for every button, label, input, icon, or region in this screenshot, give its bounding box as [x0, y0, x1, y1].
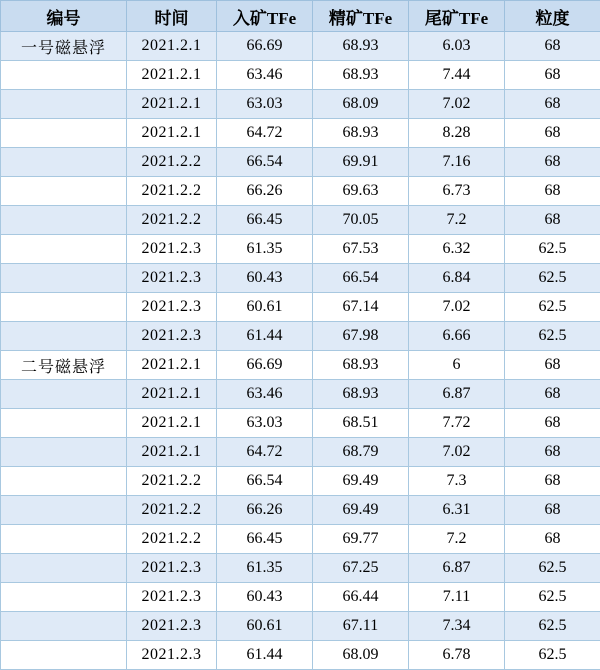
cell-concentrate-tfe: 67.11 [313, 612, 409, 641]
cell-concentrate-tfe: 66.44 [313, 583, 409, 612]
cell-particle-size: 62.5 [505, 554, 600, 583]
cell-tailings-tfe: 6.78 [409, 641, 505, 670]
column-header-tailings-tfe: 尾矿TFe [409, 1, 505, 32]
table-row [1, 496, 600, 525]
cell-time: 2021.2.3 [127, 612, 217, 641]
table-row [1, 61, 600, 90]
cell-tailings-tfe: 6 [409, 351, 505, 380]
cell-feed-tfe: 66.26 [217, 496, 313, 525]
cell-particle-size: 62.5 [505, 641, 600, 670]
table-row [1, 119, 600, 148]
cell-time: 2021.2.3 [127, 583, 217, 612]
cell-time: 2021.2.3 [127, 554, 217, 583]
cell-feed-tfe: 63.46 [217, 380, 313, 409]
cell-concentrate-tfe: 66.54 [313, 264, 409, 293]
cell-tailings-tfe: 7.02 [409, 438, 505, 467]
cell-id-label [1, 235, 127, 264]
cell-concentrate-tfe: 68.93 [313, 61, 409, 90]
cell-id-label [1, 583, 127, 612]
cell-tailings-tfe: 7.3 [409, 467, 505, 496]
cell-concentrate-tfe: 68.93 [313, 351, 409, 380]
cell-tailings-tfe: 6.03 [409, 32, 505, 61]
cell-particle-size: 68 [505, 61, 600, 90]
table-row [1, 612, 600, 641]
table-row [1, 90, 600, 119]
cell-particle-size: 68 [505, 90, 600, 119]
cell-id-label [1, 438, 127, 467]
column-header-feed-tfe: 入矿TFe [217, 1, 313, 32]
cell-tailings-tfe: 7.44 [409, 61, 505, 90]
cell-time: 2021.2.3 [127, 322, 217, 351]
header-row [1, 1, 600, 32]
table-body [1, 32, 600, 670]
cell-feed-tfe: 66.45 [217, 206, 313, 235]
cell-tailings-tfe: 6.87 [409, 380, 505, 409]
cell-concentrate-tfe: 69.77 [313, 525, 409, 554]
cell-concentrate-tfe: 67.25 [313, 554, 409, 583]
cell-concentrate-tfe: 68.51 [313, 409, 409, 438]
cell-tailings-tfe: 6.84 [409, 264, 505, 293]
table-row [1, 264, 600, 293]
cell-time: 2021.2.1 [127, 409, 217, 438]
cell-time: 2021.2.1 [127, 32, 217, 61]
cell-feed-tfe: 63.46 [217, 61, 313, 90]
cell-id-label [1, 380, 127, 409]
cell-id-label: 一号磁悬浮 [1, 32, 127, 61]
cell-concentrate-tfe: 68.93 [313, 32, 409, 61]
cell-id-label [1, 61, 127, 90]
cell-feed-tfe: 60.61 [217, 612, 313, 641]
cell-feed-tfe: 60.43 [217, 264, 313, 293]
cell-feed-tfe: 66.69 [217, 351, 313, 380]
cell-particle-size: 62.5 [505, 322, 600, 351]
cell-particle-size: 68 [505, 525, 600, 554]
cell-feed-tfe: 66.54 [217, 467, 313, 496]
table-row [1, 380, 600, 409]
column-header-particle-size: 粒度 [505, 1, 600, 32]
table-row [1, 641, 600, 670]
cell-feed-tfe: 66.69 [217, 32, 313, 61]
table-row [1, 351, 600, 380]
cell-time: 2021.2.1 [127, 351, 217, 380]
table-row [1, 177, 600, 206]
cell-feed-tfe: 60.43 [217, 583, 313, 612]
cell-feed-tfe: 63.03 [217, 409, 313, 438]
table-row [1, 322, 600, 351]
cell-concentrate-tfe: 68.93 [313, 380, 409, 409]
cell-particle-size: 68 [505, 351, 600, 380]
cell-id-label [1, 409, 127, 438]
cell-tailings-tfe: 8.28 [409, 119, 505, 148]
cell-id-label [1, 177, 127, 206]
cell-time: 2021.2.2 [127, 525, 217, 554]
cell-tailings-tfe: 7.2 [409, 525, 505, 554]
cell-feed-tfe: 64.72 [217, 438, 313, 467]
cell-concentrate-tfe: 69.49 [313, 467, 409, 496]
cell-concentrate-tfe: 68.09 [313, 90, 409, 119]
cell-tailings-tfe: 7.34 [409, 612, 505, 641]
cell-id-label [1, 525, 127, 554]
cell-time: 2021.2.3 [127, 641, 217, 670]
cell-particle-size: 68 [505, 32, 600, 61]
cell-time: 2021.2.1 [127, 438, 217, 467]
cell-id-label [1, 554, 127, 583]
cell-feed-tfe: 64.72 [217, 119, 313, 148]
cell-concentrate-tfe: 67.14 [313, 293, 409, 322]
cell-id-label [1, 293, 127, 322]
cell-tailings-tfe: 7.16 [409, 148, 505, 177]
cell-tailings-tfe: 7.02 [409, 293, 505, 322]
cell-tailings-tfe: 6.31 [409, 496, 505, 525]
cell-tailings-tfe: 6.66 [409, 322, 505, 351]
cell-feed-tfe: 61.35 [217, 235, 313, 264]
cell-time: 2021.2.2 [127, 467, 217, 496]
cell-particle-size: 62.5 [505, 612, 600, 641]
cell-id-label [1, 612, 127, 641]
cell-concentrate-tfe: 69.91 [313, 148, 409, 177]
cell-time: 2021.2.2 [127, 496, 217, 525]
cell-concentrate-tfe: 68.79 [313, 438, 409, 467]
cell-concentrate-tfe: 69.49 [313, 496, 409, 525]
table-row [1, 554, 600, 583]
cell-concentrate-tfe: 67.98 [313, 322, 409, 351]
column-header-concentrate-tfe: 精矿TFe [313, 1, 409, 32]
cell-time: 2021.2.3 [127, 235, 217, 264]
cell-particle-size: 62.5 [505, 235, 600, 264]
cell-id-label [1, 496, 127, 525]
cell-feed-tfe: 61.44 [217, 641, 313, 670]
cell-time: 2021.2.2 [127, 177, 217, 206]
cell-particle-size: 68 [505, 467, 600, 496]
table-row [1, 148, 600, 177]
table-row [1, 206, 600, 235]
cell-tailings-tfe: 7.2 [409, 206, 505, 235]
cell-time: 2021.2.3 [127, 264, 217, 293]
cell-tailings-tfe: 7.72 [409, 409, 505, 438]
cell-particle-size: 68 [505, 119, 600, 148]
cell-id-label [1, 90, 127, 119]
cell-tailings-tfe: 6.87 [409, 554, 505, 583]
cell-time: 2021.2.2 [127, 148, 217, 177]
cell-concentrate-tfe: 70.05 [313, 206, 409, 235]
table-row [1, 583, 600, 612]
cell-concentrate-tfe: 69.63 [313, 177, 409, 206]
cell-tailings-tfe: 7.02 [409, 90, 505, 119]
table-row [1, 467, 600, 496]
cell-tailings-tfe: 6.32 [409, 235, 505, 264]
cell-id-label [1, 641, 127, 670]
cell-concentrate-tfe: 67.53 [313, 235, 409, 264]
column-header-time: 时间 [127, 1, 217, 32]
cell-id-label [1, 467, 127, 496]
cell-time: 2021.2.3 [127, 293, 217, 322]
cell-id-label [1, 264, 127, 293]
cell-time: 2021.2.1 [127, 380, 217, 409]
cell-id-label [1, 119, 127, 148]
cell-particle-size: 62.5 [505, 264, 600, 293]
cell-time: 2021.2.2 [127, 206, 217, 235]
cell-concentrate-tfe: 68.93 [313, 119, 409, 148]
cell-particle-size: 68 [505, 438, 600, 467]
column-header-id: 编号 [1, 1, 127, 32]
cell-time: 2021.2.1 [127, 61, 217, 90]
cell-feed-tfe: 63.03 [217, 90, 313, 119]
cell-feed-tfe: 61.44 [217, 322, 313, 351]
cell-id-label [1, 148, 127, 177]
cell-feed-tfe: 66.54 [217, 148, 313, 177]
table-row [1, 235, 600, 264]
cell-feed-tfe: 66.26 [217, 177, 313, 206]
cell-id-label: 二号磁悬浮 [1, 351, 127, 380]
table-header [1, 1, 600, 32]
cell-particle-size: 68 [505, 380, 600, 409]
cell-time: 2021.2.1 [127, 90, 217, 119]
cell-particle-size: 68 [505, 496, 600, 525]
table-row [1, 32, 600, 61]
table-row [1, 409, 600, 438]
cell-particle-size: 68 [505, 177, 600, 206]
cell-feed-tfe: 60.61 [217, 293, 313, 322]
cell-particle-size: 68 [505, 409, 600, 438]
table-row [1, 293, 600, 322]
cell-tailings-tfe: 7.11 [409, 583, 505, 612]
table-row [1, 525, 600, 554]
cell-id-label [1, 206, 127, 235]
table-row [1, 438, 600, 467]
cell-particle-size: 62.5 [505, 583, 600, 612]
cell-tailings-tfe: 6.73 [409, 177, 505, 206]
cell-id-label [1, 322, 127, 351]
cell-feed-tfe: 66.45 [217, 525, 313, 554]
cell-time: 2021.2.1 [127, 119, 217, 148]
cell-feed-tfe: 61.35 [217, 554, 313, 583]
cell-particle-size: 68 [505, 206, 600, 235]
cell-concentrate-tfe: 68.09 [313, 641, 409, 670]
cell-particle-size: 62.5 [505, 293, 600, 322]
cell-particle-size: 68 [505, 148, 600, 177]
